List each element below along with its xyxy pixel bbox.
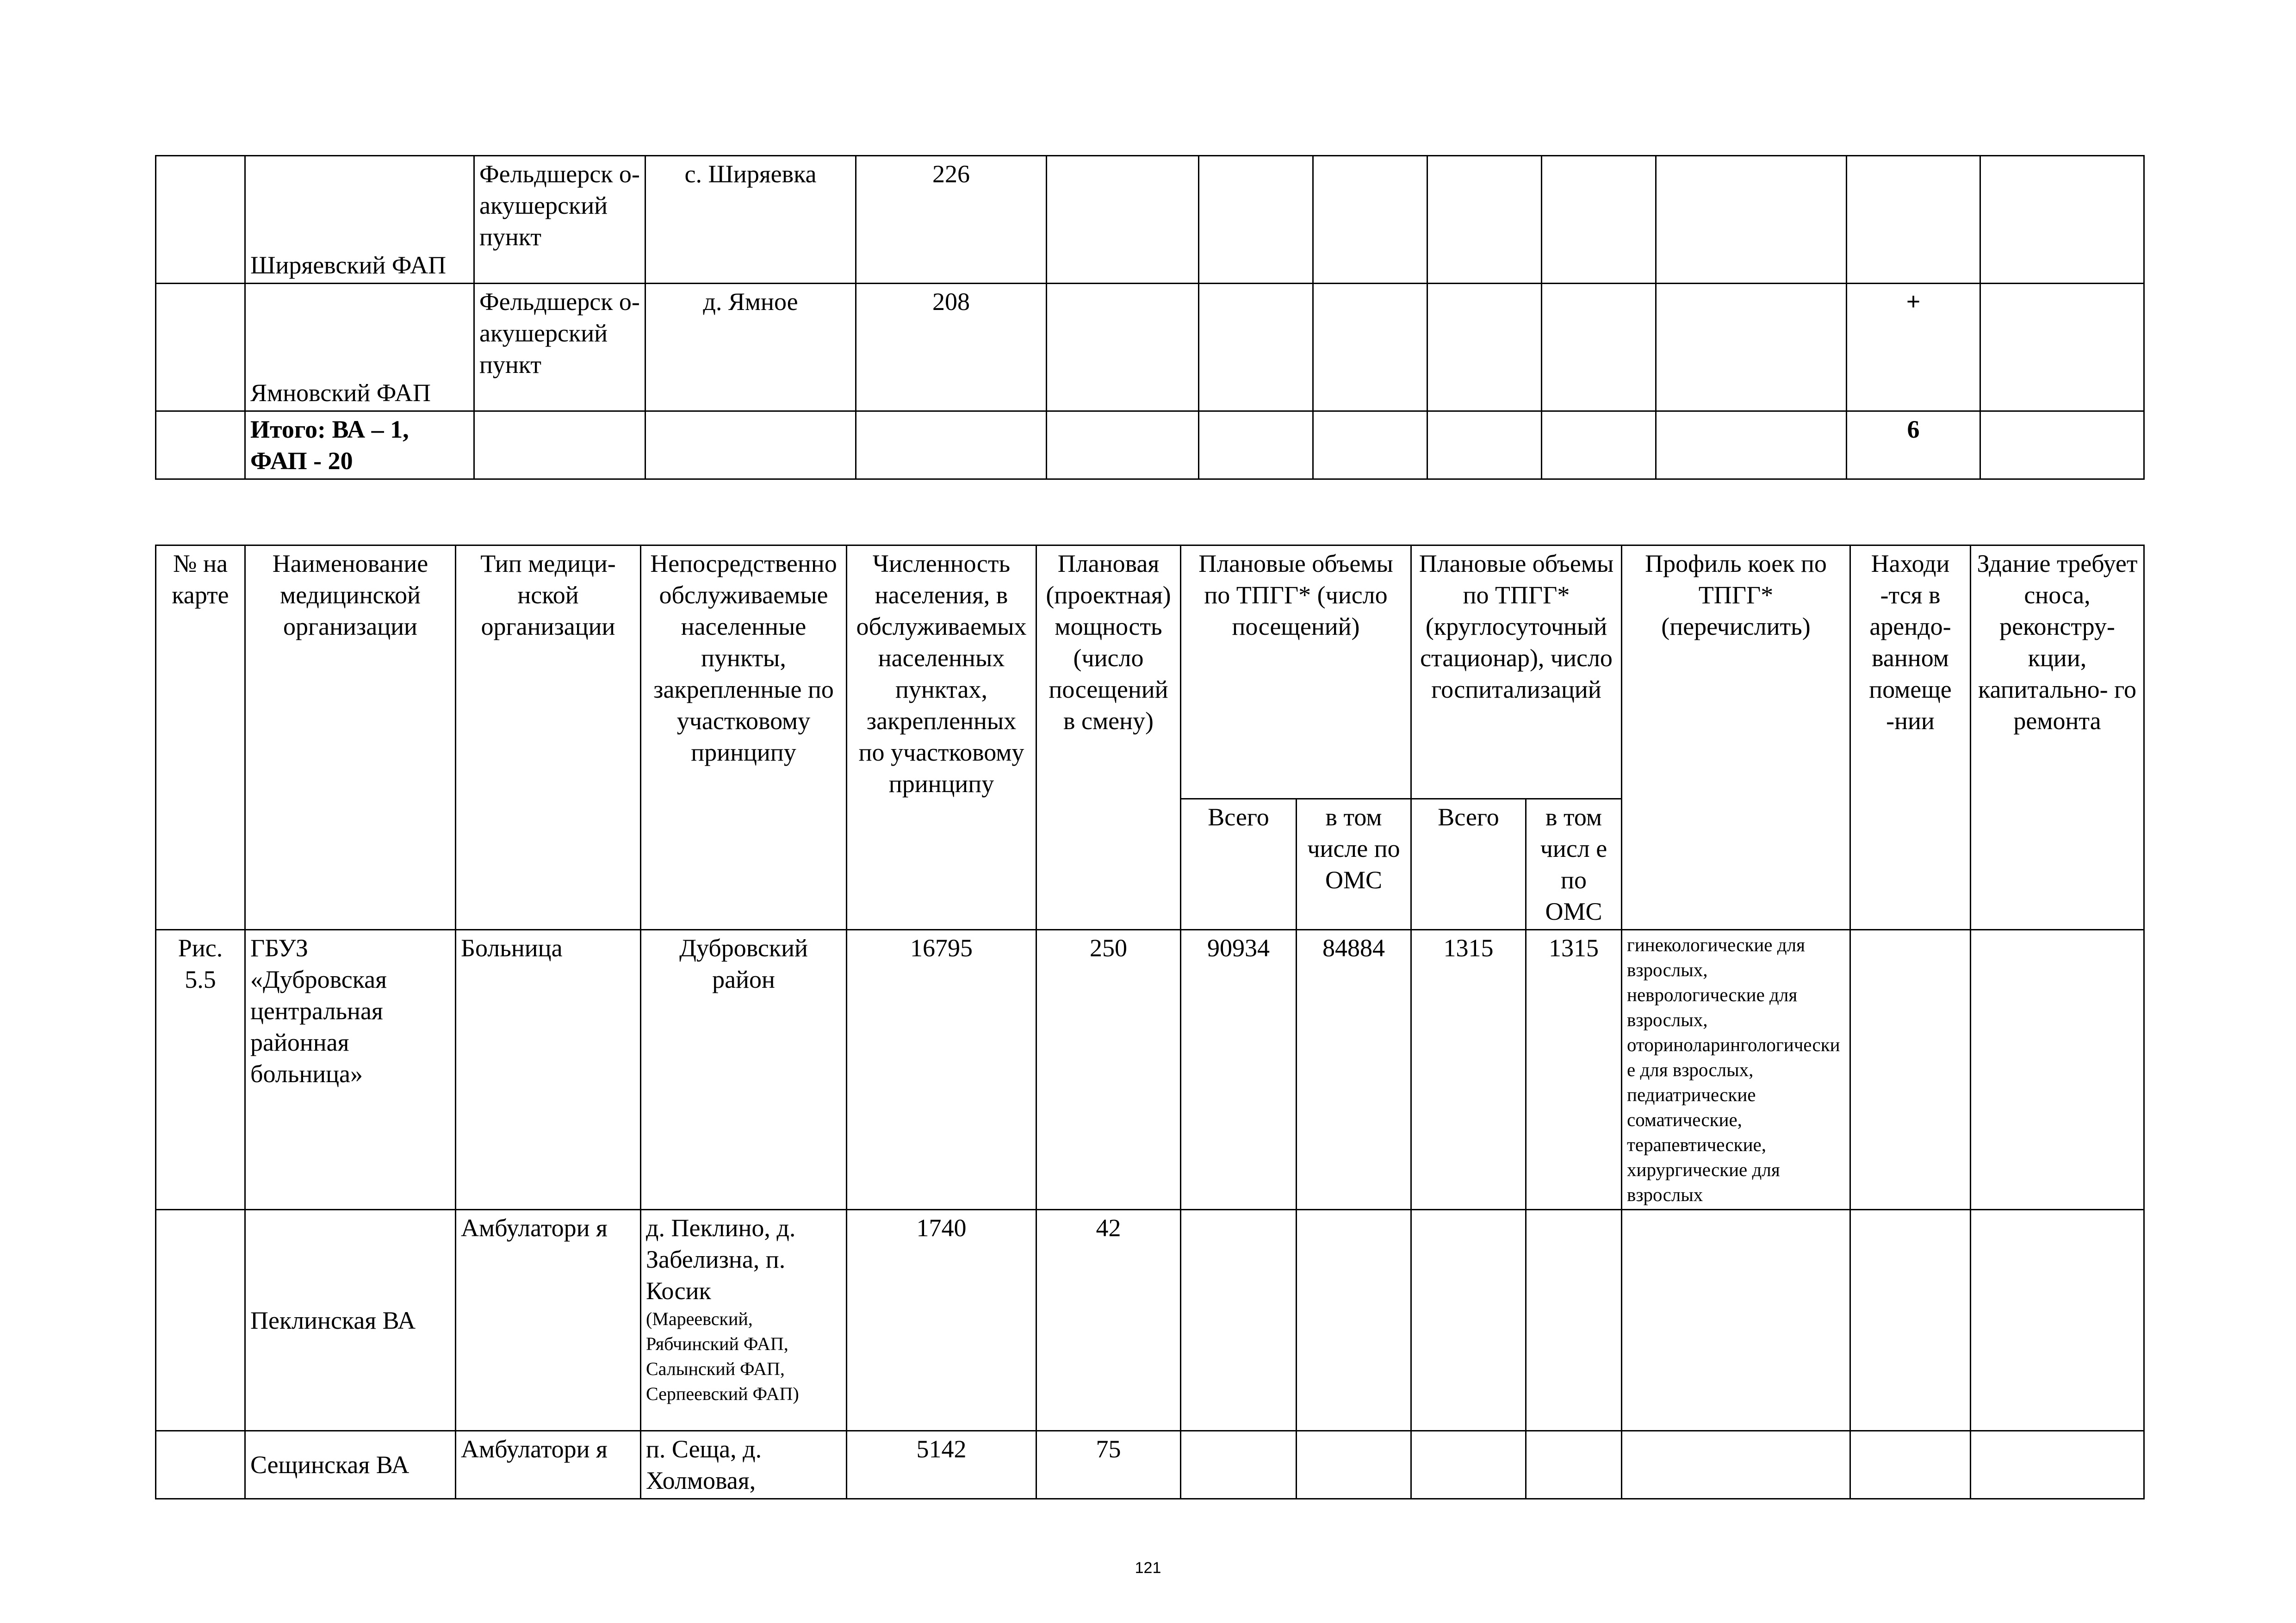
header-population: Численность населения, в обслуживаемых населенных пунктах, закрепленных по участковому принципу [847,545,1036,930]
header-visits: Плановые объемы по ТПГГ* (число посещений) [1181,545,1411,799]
cell-rented-mark: + [1847,284,1980,411]
cell-type: Больница [456,930,641,1210]
total-row [156,411,2144,479]
cell-visits-oms: 84884 [1297,930,1411,1210]
cell-name: ГБУЗ «Дубровская центральная районная больница» [245,930,456,1210]
cell-name: Ямновский ФАП [245,284,474,411]
header-settlements: Непосредственно обслуживаемые населенные пункты, закрепленные по участковому принципу [641,545,847,930]
cell-visits-total: 90934 [1181,930,1297,1210]
cell-rented-mark [1847,156,1980,284]
header-row [156,545,2144,799]
header-type: Тип медици- нской организации [456,545,641,930]
cell-population: 5142 [847,1431,1036,1499]
total-label: Итого: ВА – 1, ФАП - 20 [245,411,474,479]
table-row [156,284,2144,411]
subheader-visits-oms: в том числе по ОМС [1297,799,1411,930]
cell-population: 226 [856,156,1047,284]
cell-settlement: д. Ямное [645,284,856,411]
table-row [156,1210,2144,1431]
cell-capacity: 250 [1036,930,1181,1210]
total-rented-mark: 6 [1847,411,1980,479]
cell-name: Сещинская ВА [245,1431,456,1499]
cell-population: 16795 [847,930,1036,1210]
main-table [155,545,2145,1499]
header-num: № на карте [156,545,245,930]
table-row [156,156,2144,284]
cell-num [156,1431,245,1499]
header-building: Здание требует сноса, реконстру- кции, капитально- го ремонта [1971,545,2144,930]
cell-population: 1740 [847,1210,1036,1431]
header-profile: Профиль коек по ТПГГ* (перечислить) [1622,545,1850,930]
cell-settlement: с. Ширяевка [645,156,856,284]
cell-hosp-oms: 1315 [1526,930,1622,1210]
cell-capacity: 75 [1036,1431,1181,1499]
cell-settlements: Дубровский район [641,930,847,1210]
cell-type: Фельдшерск о- акушерский пункт [474,156,645,284]
page-number: 121 [1135,1559,1161,1577]
subheader-visits-total: Всего [1181,799,1297,930]
table-row [156,930,2144,1210]
cell-type: Фельдшерск о- акушерский пункт [474,284,645,411]
cell-hosp-total: 1315 [1411,930,1526,1210]
subheader-hosp-total: Всего [1411,799,1526,930]
header-capacity: Плановая (проектная) мощность (число посещений в смену) [1036,545,1181,930]
cell-num: Рис. 5.5 [156,930,245,1210]
cell-type: Амбулатори я [456,1431,641,1499]
settlements-note: (Мареевский, Рябчинский ФАП, Салынский ФАП, Серпеевский ФАП) [646,1308,799,1404]
settlements-text: д. Пеклино, д. Забелизна, п. Косик [646,1214,796,1305]
table-row [156,1431,2144,1499]
cell-profile: гинекологические для взрослых, неврологические для взрослых, оториноларингологические для взрослых, педиатрические соматические, терапевтические, хирургические для взрослых [1622,930,1850,1210]
header-rented: Находи -тся в арендо- ванном помеще -нии [1850,545,1971,930]
header-name: Наименование медицинской организации [245,545,456,930]
cell-num [156,156,245,284]
cell-name: Ширяевский ФАП [245,156,474,284]
cell-type: Амбулатори я [456,1210,641,1431]
cell-settlements: п. Сеща, д. Холмовая, [641,1431,847,1499]
subheader-hosp-oms: в том числ е по ОМС [1526,799,1622,930]
cell-capacity: 42 [1036,1210,1181,1431]
cell-num [156,284,245,411]
header-hospitalizations: Плановые объемы по ТПГГ* (круглосуточный стационар), число госпитализаций [1411,545,1622,799]
top-table [155,155,2145,480]
cell-num [156,1210,245,1431]
cell-population: 208 [856,284,1047,411]
cell-settlements [641,1210,847,1431]
cell-name: Пеклинская ВА [245,1210,456,1431]
